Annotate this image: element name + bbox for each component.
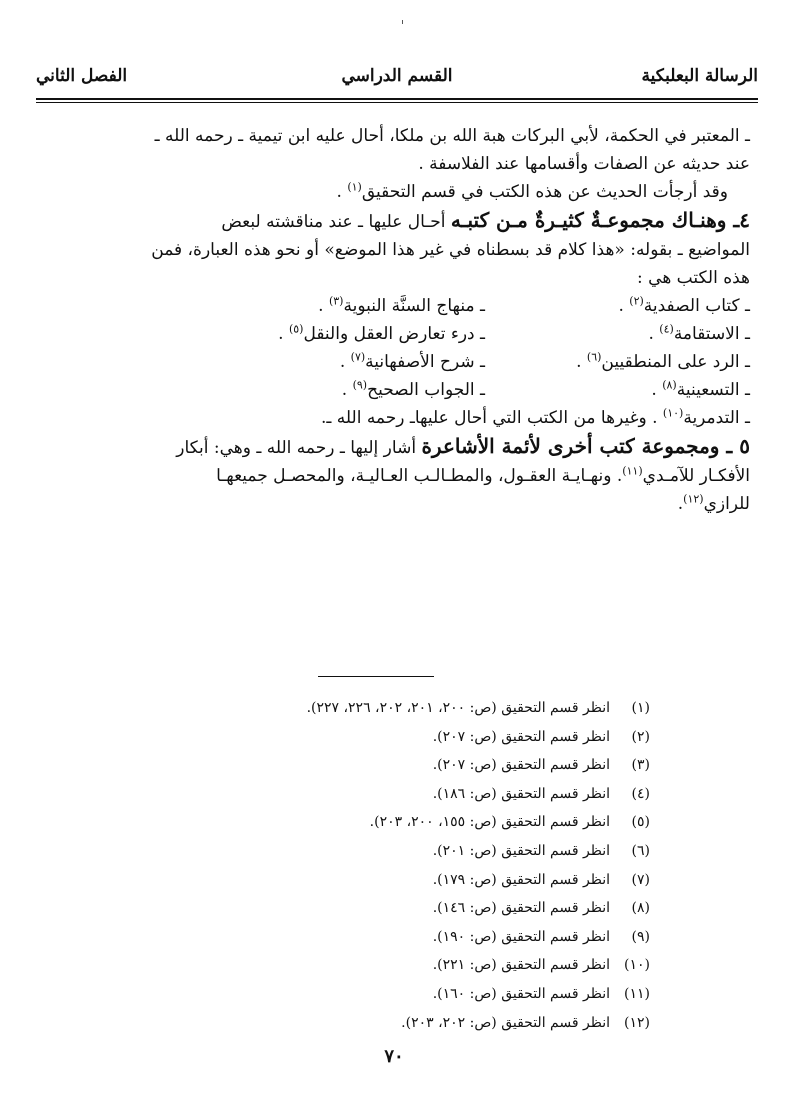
footnote (307, 694, 650, 723)
footnote-text: انظر قسم التحقيق (ص: ٢٠١). (432, 842, 610, 859)
header-rule (36, 98, 758, 100)
footnote-number: (٢) (631, 728, 650, 745)
item-5-heading: ٥ ـ ومجموعة كتب أخرى لأئمة الأشاعرة (421, 434, 750, 458)
footnote-text: انظر قسم التحقيق (ص: ١٨٦). (432, 785, 610, 802)
scan-mark (402, 20, 403, 24)
footnote-ref: (١٠) (662, 406, 684, 420)
footnote (307, 1009, 650, 1038)
footnote-number: (٣) (631, 757, 650, 774)
footnote-number: (٤) (631, 785, 650, 802)
header-chapter-title: الفصل الثاني (36, 66, 128, 86)
footnote-separator (318, 676, 434, 677)
footnote-text: انظر قسم التحقيق (ص: ١٥٥، ٢٠٠، ٢٠٣). (369, 814, 610, 831)
footnote-number: (١١) (624, 985, 650, 1002)
footnote-number: (٩) (631, 928, 650, 945)
paragraph-line: للرازي$^{(١٢)}$. (677, 492, 750, 514)
paragraph-line: عند حديثه عن الصفات وأقسامها عند الفلاسفة . (418, 154, 750, 174)
header-section-title: القسم الدراسي (341, 66, 453, 86)
footnote-text: انظر قسم التحقيق (ص: ١٤٦). (432, 900, 610, 917)
header-rule-thin (36, 102, 758, 103)
footnotes (307, 694, 650, 1037)
book-entry: ـ منهاج السنَّة النبوية$^{(٣)}$ . (318, 294, 485, 316)
footnote-text: انظر قسم التحقيق (ص: ٢٠٠، ٢٠١، ٢٠٢، ٢٢٦، ٢٢٧). (306, 700, 610, 716)
page-number: ٧٠ (384, 1046, 404, 1067)
footnote-number: (١٠) (624, 957, 650, 974)
book-list (42, 292, 750, 404)
running-header (36, 62, 758, 96)
book-entry: ـ التسعينية$^{(٨)}$ . (651, 378, 750, 400)
footnote (307, 980, 650, 1009)
footnote-ref: (٨) (662, 378, 677, 392)
book-entry: ـ الجواب الصحيح$^{(٩)}$ . (341, 378, 485, 400)
paragraph-line: الأفكـار للآمـدي$^{(١١)}$. ونهـايـة العقـول، والمطـالـب العـاليـة، والمحصـل جميعهـا (216, 464, 750, 486)
footnote-ref: (٩) (352, 378, 368, 392)
footnote-text: انظر قسم التحقيق (ص: ٢٠٧). (432, 757, 610, 774)
main-text (42, 122, 750, 518)
header-book-title: الرسالة البعلبكية (641, 66, 758, 86)
footnote-number: (٥) (631, 814, 650, 831)
footnote-ref: (١) (347, 180, 362, 194)
footnote (307, 866, 650, 895)
book-row (42, 376, 750, 404)
footnote (307, 894, 650, 923)
footnote-ref: (١١) (622, 464, 643, 478)
footnote-text: انظر قسم التحقيق (ص: ٢٠٧). (432, 728, 610, 745)
footnote-text: انظر قسم التحقيق (ص: ٢٠٢، ٢٠٣). (401, 1014, 610, 1031)
footnote-text: انظر قسم التحقيق (ص: ١٦٠). (432, 985, 610, 1002)
book-row (42, 348, 750, 376)
footnote-ref: (٣) (328, 294, 344, 308)
book-row (42, 292, 750, 320)
book-entry: ـ كتاب الصفدية$^{(٢)}$ . (618, 294, 750, 316)
footnote (307, 923, 650, 952)
footnote-ref: (٧) (350, 350, 366, 364)
paragraph-line: وقد أرجأت الحديث عن هذه الكتب في قسم التحقيق$^{(١)}$ . (336, 180, 728, 202)
footnote-text: انظر قسم التحقيق (ص: ١٩٠). (432, 928, 610, 945)
footnote-text: انظر قسم التحقيق (ص: ١٧٩). (432, 871, 610, 888)
paragraph-line: المواضيع ـ بقوله: «هذا كلام قد بسطناه في غير هذا الموضع» أو نحو هذه العبارة، فمن (151, 240, 750, 260)
paragraph-line: ـ المعتبر في الحكمة، لأبي البركات هبة الله بن ملكا، أحال عليه ابن تيمية ـ رحمه الله ـ (154, 126, 750, 146)
footnote (307, 751, 650, 780)
footnote-ref: (٤) (659, 322, 674, 336)
footnote-ref: (٢) (629, 294, 644, 308)
footnote-ref: (٥) (288, 322, 304, 336)
book-entry: ـ شرح الأصفهانية$^{(٧)}$ . (339, 350, 485, 372)
footnote-number: (٦) (631, 842, 650, 859)
footnote-number: (٨) (631, 900, 650, 917)
book-row (42, 320, 750, 348)
footnote-number: (٧) (631, 871, 650, 888)
footnote (307, 780, 650, 809)
footnote (307, 723, 650, 752)
footnote (307, 808, 650, 837)
paragraph-line: ـ التدمرية$^{(١٠)}$ . وغيرها من الكتب التي أحال عليهاـ رحمه الله ـ. (320, 406, 750, 428)
item-5: ٥ ـ ومجموعة كتب أخرى لأئمة الأشاعرة أشار إليها ـ رحمه الله ـ وهي: أبكار (176, 434, 750, 458)
book-entry: ـ الرد على المنطقيين$^{(٦)}$ . (576, 350, 750, 372)
footnote-ref: (٦) (586, 350, 602, 364)
book-entry: ـ الاستقامة$^{(٤)}$ . (648, 322, 750, 344)
footnote-number: (١٢) (624, 1014, 650, 1031)
paragraph-line: هذه الكتب هي : (637, 268, 750, 288)
footnote-number: (١) (631, 700, 650, 716)
item-4-heading: ٤ـ وهنـاك مجموعـةٌ كثيـرةٌ مـن كتبـه (450, 208, 750, 232)
footnote (307, 951, 650, 980)
footnote (307, 837, 650, 866)
footnote-text: انظر قسم التحقيق (ص: ٢٢١). (432, 957, 610, 974)
footnote-ref: (١٢) (683, 492, 704, 506)
item-4: ٤ـ وهنـاك مجموعـةٌ كثيـرةٌ مـن كتبـه أحـال عليها ـ عند مناقشته لبعض (221, 208, 750, 232)
book-entry: ـ درء تعارض العقل والنقل$^{(٥)}$ . (278, 322, 485, 344)
